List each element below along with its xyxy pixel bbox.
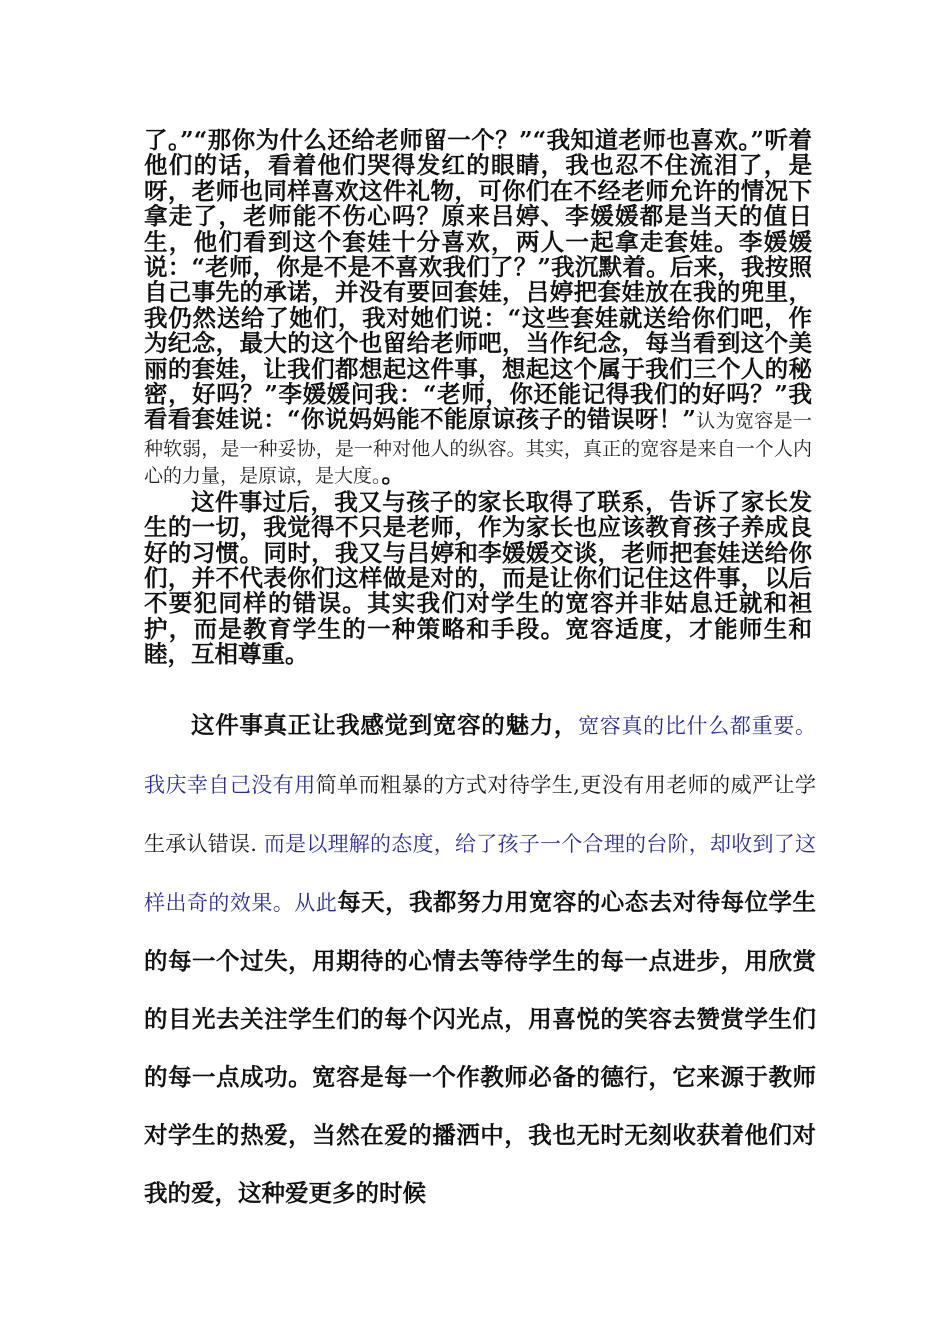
compact-text-block — [144, 128, 812, 668]
paragraph-3-blue-1: 宽容真的比什么都重要。我庆幸自己没有用 — [144, 714, 817, 797]
spaced-text-block — [144, 696, 816, 1222]
paragraph-1 — [144, 128, 812, 490]
paragraph-1-text: 了。”“那你为什么还给老师留一个？”“我知道老师也喜欢。”听着他们的话，看着他们哭得发红的眼睛，我也忍不住流泪了，是呀，老师也同样喜欢这件礼物，可你们在不经老师允许的情况下拿走了，老师能不伤心吗？原来吕婷、李媛媛都是当天的值日生，他们看到这个套娃十分喜欢，两人一起拿走套娃。李媛媛说：“老师，你是不是不喜欢我们了？”我沉默着。后来，我按照自己事先的承诺，并没有要回套娃，吕婷把套娃放在我的兜里，我仍然送给了她们，我对她们说：“这些套娃就送给你们吧，作为纪念，最大的这个也留给老师吧，当作纪念，每当看到这个美丽的套娃，让我们都想起这件事，想起这个属于我们三个人的秘密，好吗？”李媛媛问我：“老师，你还能记得我们的好吗？”我看看套娃说：“你说妈妈能不能原谅孩子的错误呀！” — [144, 126, 812, 434]
paragraph-3-bold-tail: 每天，我都努力用宽容的心态去对待每位学生的每一个过失，用期待的心情去等待学生的每一点进步，用欣赏的目光去关注学生们的每个闪光点，用喜悦的笑容去赞赏学生们的每一点成功。宽容是每一个作教师必备的德行，它来源于教师对学生的热爱，当然在爱的播洒中，我也无时无刻收获着他们对我的爱，这种爱更多的时候 — [144, 888, 817, 1207]
paragraph-3 — [144, 696, 816, 1222]
paragraph-3-blue-2: 而是以理解的态度，给了孩子一个合理的台阶，却收到了这样出奇的效果。从此 — [144, 832, 816, 915]
paragraph-2: 这件事过后，我又与孩子的家长取得了联系，告诉了家长发生的一切，我觉得不只是老师，作为家长也应该教育孩子养成良好的习惯。同时，我又与吕婷和李媛媛交谈，老师把套娃送给你们，并不代表你们这样做是对的，而是让你们记住这件事，以后不要犯同样的错误。其实我们对学生的宽容并非姑息迁就和袒护，而是教育学生的一种策略和手段。宽容适度，才能师生和睦，互相尊重。 — [144, 487, 812, 669]
paragraph-1-end: 。 — [381, 460, 406, 489]
paragraph-3-lead: 这件事真正让我感觉到宽容的魅力， — [191, 711, 579, 739]
paragraph-1-inserted-text: 认为宽容是一种软弱，是一种妥协，是一种对他人的纵容。其实，真正的宽容是来自一个人内心的力量，是原谅，是大度。 — [144, 410, 812, 488]
paragraph-3-regular: 简单而粗暴的方式对待学生,更没有用老师的威严让学生承认错误. — [144, 773, 816, 856]
